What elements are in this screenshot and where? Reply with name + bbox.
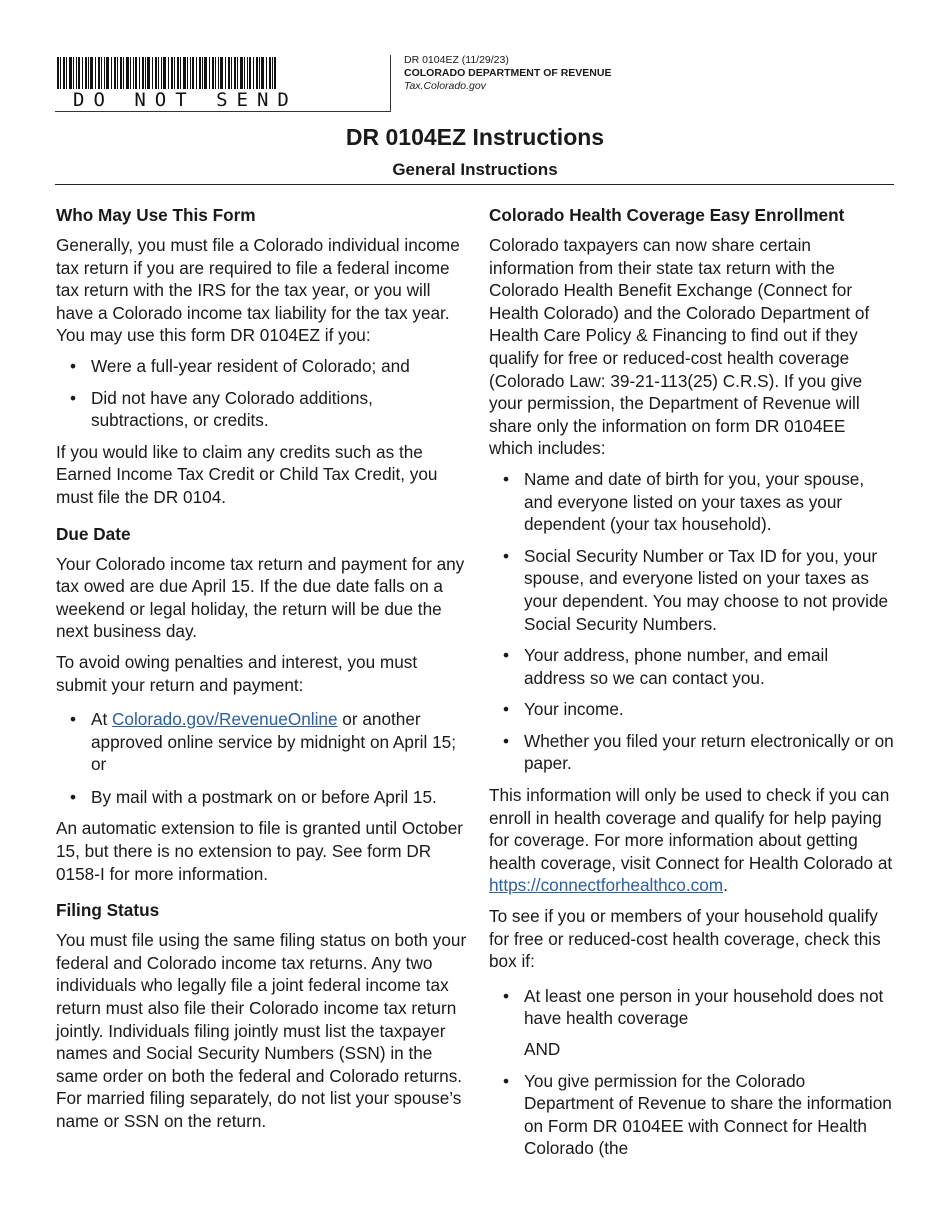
form-meta xyxy=(404,54,611,93)
filing-status-body: You must file using the same filing status on both your federal and Colorado income tax returns. Any two individuals who legally file a joint federal income tax return must also file their Colorado income tax return jointly. Individuals filing jointly must list the taxpayer names and Social Security Numbers (SSN) in the same order on both the federal and Colorado returns. For married filing separately, do not list your spouse’s name or SSN on the return. xyxy=(56,930,467,1131)
bullet-icon: • xyxy=(70,709,77,730)
revenue-online-link[interactable]: Colorado.gov/RevenueOnline xyxy=(112,709,338,730)
health-info-list xyxy=(489,468,894,775)
list-item: • Your address, phone number, and email address so we can contact you. xyxy=(503,645,829,688)
barcode-label: DO NOT SEND xyxy=(73,89,298,111)
barcode-icon xyxy=(57,57,277,89)
and-text: AND xyxy=(524,1039,561,1059)
health-coverage-p3: To see if you or members of your household qualify for free or reduced-cost health coverage, check this box if: xyxy=(489,906,881,972)
page-subtitle: General Instructions xyxy=(392,160,558,179)
list-item: • Your income. xyxy=(503,699,624,720)
bullet-icon: • xyxy=(503,545,510,566)
website-text: Tax.Colorado.gov xyxy=(404,80,486,92)
health-coverage-intro: Colorado taxpayers can now share certain information from their state tax return with the Colorado Health Benefit Exchange (Connect for Health Colorado) and the Colorado Department of Health Care Policy & Financing to find out if they qualify for free or reduced-cost health coverage (Colorado Law: 39-21-113(25) C.R.S). If you give your permission, the Department of Revenue will share only the information on form DR 0104EE which includes: xyxy=(489,235,870,459)
bullet-icon: • xyxy=(70,387,77,408)
due-date-p1: Your Colorado income tax return and payment for any tax owed are due April 15. If the due date falls on a weekend or legal holiday, the return will be due the next business day. xyxy=(56,553,465,642)
divider xyxy=(55,184,894,185)
due-date-heading: Due Date xyxy=(56,523,131,544)
list-item: • Were a full-year resident of Colorado; and xyxy=(70,355,410,376)
left-column xyxy=(56,204,468,1141)
list-item: • Did not have any Colorado additions, subtractions, or credits. xyxy=(70,387,373,431)
who-list xyxy=(56,355,468,432)
bullet-icon: • xyxy=(70,786,77,807)
form-id: DR 0104EZ (11/29/23) xyxy=(404,54,509,66)
filing-status-heading: Filing Status xyxy=(56,900,160,921)
bullet-icon: • xyxy=(503,699,510,720)
due-date-p3: An automatic extension to file is granted until October 15, but there is no extension to pay. See form DR 0158-I for more information. xyxy=(56,818,463,884)
checkbox-conditions-list xyxy=(489,985,894,1160)
barcode-box xyxy=(55,55,391,112)
bullet-icon: • xyxy=(503,1070,510,1091)
list-item: • By mail with a postmark on or before April 15. xyxy=(70,786,437,807)
list-item: • Social Security Number or Tax ID for you, your spouse, and everyone listed on your taxes as your dependent. You may choose to not provide Social Security Numbers. xyxy=(503,545,889,634)
list-item: • Whether you filed your return electronically or on paper. xyxy=(503,730,894,774)
bullet-icon: • xyxy=(503,730,510,751)
list-item: • You give permission for the Colorado Department of Revenue to share the information on Form DR 0104EE with Connect for Health Colorado (the xyxy=(503,1070,892,1159)
who-heading: Who May Use This Form xyxy=(56,205,256,225)
list-item: • At Colorado.gov/RevenueOnline or another approved online service by midnight on April 15; or xyxy=(70,709,456,775)
bullet-icon: • xyxy=(503,468,510,489)
health-coverage-p2: This information will only be used to check if you can enroll in health coverage and qualify for help paying for coverage. For more information about getting health coverage, visit Connect for Health Colorado at https://connectforhealthco.com. xyxy=(489,785,893,896)
due-date-p2: To avoid owing penalties and interest, you must submit your return and payment: xyxy=(56,651,418,695)
connect-for-health-link[interactable]: https://connectforhealthco.com xyxy=(489,875,724,896)
who-outro: If you would like to claim any credits such as the Earned Income Tax Credit or Child Tax Credit, you must file the DR 0104. xyxy=(56,441,438,507)
page-title: DR 0104EZ Instructions xyxy=(345,124,605,150)
list-item: • Name and date of birth for you, your spouse, and everyone listed on your taxes as your dependent (your tax household). xyxy=(503,468,865,535)
due-date-list xyxy=(56,708,468,808)
bullet-icon: • xyxy=(503,985,510,1006)
right-column xyxy=(489,204,894,1169)
who-intro: Generally, you must file a Colorado individual income tax return if you are required to file a federal income tax return with the IRS for the tax year, or you will have a Colorado income tax liability for the tax year. You may use this form DR 0104EZ if you: xyxy=(56,235,460,346)
bullet-icon: • xyxy=(503,645,510,666)
list-item: • At least one person in your household does not have health coverage AND xyxy=(489,985,894,1061)
bullet-icon: • xyxy=(70,355,77,376)
health-coverage-heading: Colorado Health Coverage Easy Enrollment xyxy=(489,205,845,225)
agency-name: COLORADO DEPARTMENT OF REVENUE xyxy=(404,67,612,79)
